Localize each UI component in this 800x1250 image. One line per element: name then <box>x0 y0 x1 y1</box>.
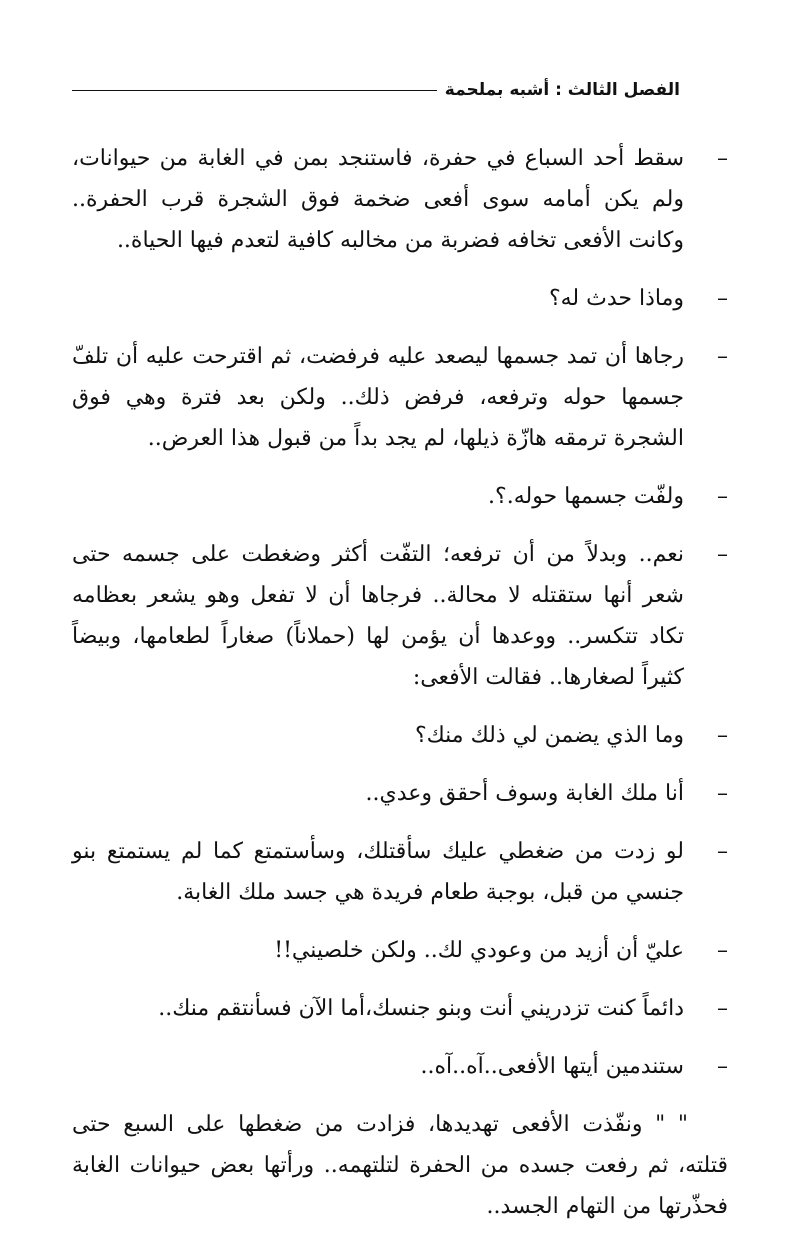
narration-paragraph: " " ونفّذت الأفعى تهديدها، فزادت من ضغطها على السبع حتى قتلته، ثم رفعت جسده من الحفرة لتلتهمه.. ورأتها بعض حيوانات الغابة فحذّرتها من التهام الجسد.. <box>72 1112 728 1219</box>
chapter-title: الفصل الثالث : أشبه بملحمة <box>444 80 680 100</box>
paragraph-text: وماذا حدث له؟ <box>548 286 684 311</box>
paragraph-text: أنا ملك الغابة وسوف أحقق وعدي.. <box>365 781 684 806</box>
dialogue-dash: – <box>717 286 728 311</box>
dialogue-dash: – <box>717 146 728 171</box>
dialogue-dash: – <box>717 723 728 748</box>
running-header <box>72 78 680 102</box>
dialogue-dash: – <box>717 938 728 963</box>
paragraph-text: وما الذي يضمن لي ذلك منك؟ <box>414 723 684 748</box>
paragraph-text: ستندمين أيتها الأفعى..آه..آه.. <box>420 1054 684 1079</box>
paragraph-text: دائماً كنت تزدريني أنت وبنو جنسك،أما الآن فسأنتقم منك.. <box>158 996 684 1021</box>
paragraph-text: عليّ أن أزيد من وعودي لك.. ولكن خلصيني!! <box>274 938 684 963</box>
dialogue-paragraph <box>72 988 728 1029</box>
dialogue-dash: – <box>717 344 728 369</box>
dialogue-paragraph <box>72 930 728 971</box>
dialogue-paragraph <box>72 278 728 319</box>
header-rule <box>72 90 437 91</box>
dialogue-paragraph <box>72 773 728 814</box>
dialogue-dash: – <box>717 996 728 1021</box>
paragraph-text: نعم.. وبدلاً من أن ترفعه؛ التفّت أكثر وضغطت على جسمه حتى شعر أنها ستقتله لا محالة.. فرجاها أن لا تفعل وهو يشعر بعظامه تكاد تتكسر.. ووعدها أن يؤمن لها (حملاناً) صغاراً لطعامها، وبيضاً كثيراً لصغارها.. فقالت الأفعى: <box>72 542 684 690</box>
paragraph-text: سقط أحد السباع في حفرة، فاستنجد بمن في الغابة من حيوانات، ولم يكن أمامه سوى أفعى ضخمة فوق الشجرة قرب الحفرة.. وكانت الأفعى تخافه فضربة من مخالبه كافية لتعدم فيها الحياة.. <box>72 146 684 253</box>
paragraph-text: لو زدت من ضغطي عليك سأقتلك، وسأستمتع كما لم يستمتع بنو جنسي من قبل، بوجبة طعام فريدة هي جسد ملك الغابة. <box>72 839 684 905</box>
dialogue-dash: – <box>717 781 728 806</box>
paragraph-text: ولفّت جسمها حوله.؟. <box>488 484 684 509</box>
dialogue-paragraph <box>72 336 728 459</box>
dialogue-dash: – <box>717 484 728 509</box>
dialogue-paragraph <box>72 715 728 756</box>
dialogue-dash: – <box>717 839 728 864</box>
dialogue-paragraph <box>72 476 728 517</box>
dialogue-paragraph <box>72 138 728 261</box>
dialogue-paragraph <box>72 534 728 698</box>
dialogue-dash: – <box>717 1054 728 1079</box>
dialogue-dash: – <box>717 542 728 567</box>
dialogue-paragraph <box>72 831 728 913</box>
paragraph-text: رجاها أن تمد جسمها ليصعد عليه فرفضت، ثم اقترحت عليه أن تلفّ جسمها حوله وترفعه، فرفض ذلك.. ولكن بعد فترة وهي فوق الشجرة ترمقه هازّة ذيلها، لم يجد بداً من قبول هذا العرض.. <box>72 344 684 451</box>
page-body <box>72 138 728 1227</box>
dialogue-paragraph <box>72 1046 728 1087</box>
